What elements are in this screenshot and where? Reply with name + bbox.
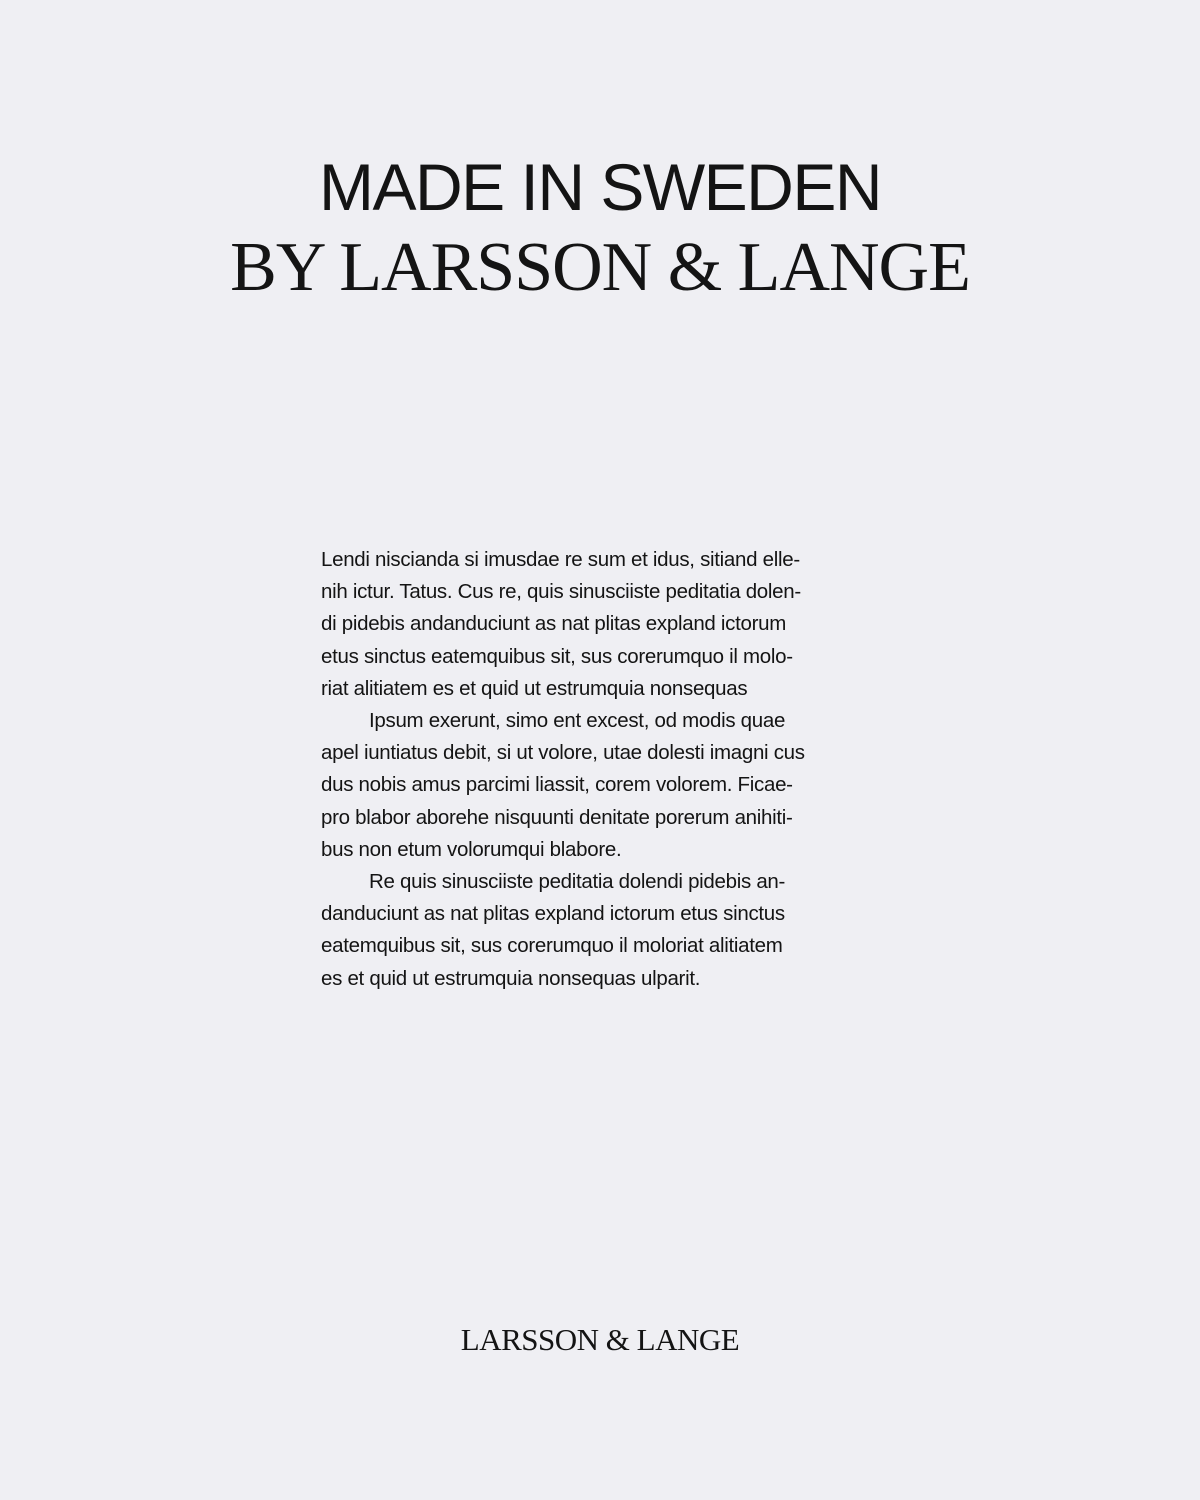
text-line: eatemquibus sit, sus corerumquo il moloriat alitiatem <box>321 934 783 958</box>
text-line: es et quid ut estrumquia nonsequas ulparit. <box>321 966 701 990</box>
text-line: Lendi niscianda si imusdae re sum et idus, sitiand elle- <box>321 548 800 571</box>
footer-logo: LARSSON & LANGE <box>460 1322 740 1357</box>
text-line: Re quis sinusciiste peditatia dolendi pidebis an- <box>369 870 786 894</box>
text-line: etus sinctus eatemquibus sit, sus corerumquo il molo- <box>321 644 793 668</box>
title-line-by-larsson-lange: BY LARSSON & LANGE <box>230 229 970 306</box>
text-line: dus nobis amus parcimi liassit, corem volorem. Ficae- <box>321 773 793 797</box>
paragraph-3 <box>321 866 881 995</box>
title-line-made-in-sweden: MADE IN SWEDEN <box>318 150 882 224</box>
text-line: riat alitiatem es et quid ut estrumquia nonsequas <box>321 676 748 700</box>
page-title <box>0 148 1200 310</box>
text-line: di pidebis andanduciunt as nat plitas expland ictorum <box>321 612 787 636</box>
text-line: pro blabor aborehe nisquunti denitate porerum anihiti- <box>321 805 793 829</box>
body-copy <box>321 544 881 995</box>
paragraph-2 <box>321 705 881 866</box>
paragraph-1 <box>321 544 881 705</box>
text-line: bus non etum volorumqui blabore. <box>321 837 622 861</box>
text-line: danduciunt as nat plitas expland ictorum etus sinctus <box>321 902 785 926</box>
text-line: nih ictur. Tatus. Cus re, quis sinusciiste peditatia dolen- <box>321 580 801 604</box>
text-line: apel iuntiatus debit, si ut volore, utae dolesti imagni cus <box>321 741 805 765</box>
text-line: Ipsum exerunt, simo ent excest, od modis quae <box>369 709 786 733</box>
